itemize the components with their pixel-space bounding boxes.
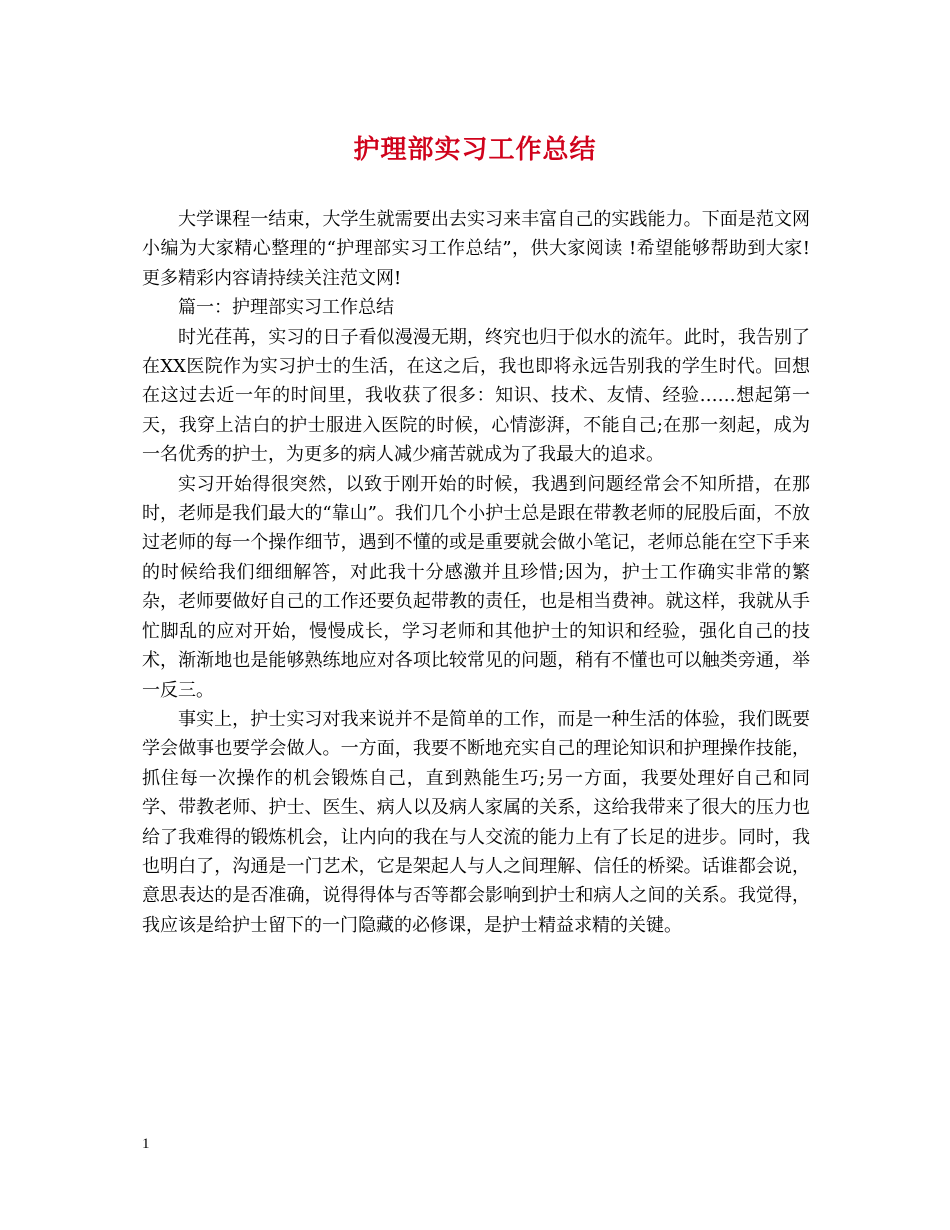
document-title: 护理部实习工作总结 — [353, 135, 597, 165]
body-paragraph-1: 时光荏苒，实习的日子看似漫漫无期，终究也归于似水的流年。此时，我告别了在XX医院作为实习护士的生活，在这之后，我也即将永远告别我的学生时代。回想在这过去近一年的时间里，我收获了很多：知识、技术、友情、经验……想起第一天，我穿上洁白的护士服进入医院的时候，心情澎湃，不能自己;在那一刻起，成为一名优秀的护士，为更多的病人减少痛苦就成为了我最大的追求。 — [142, 326, 810, 466]
intro-paragraph: 大学课程一结束，大学生就需要出去实习来丰富自己的实践能力。下面是范文网小编为大家精心整理的“护理部实习工作总结”，供大家阅读 !希望能够帮助到大家!更多精彩内容请持续关注范文网! — [142, 209, 810, 289]
page-number: 1 — [142, 1136, 150, 1152]
document-body — [142, 205, 810, 940]
section-heading: 篇一：护理部实习工作总结 — [178, 297, 394, 319]
body-paragraph-3: 事实上，护士实习对我来说并不是简单的工作，而是一种生活的体验，我们既要学会做事也要学会做人。一方面，我要不断地充实自己的理论知识和护理操作技能，抓住每一次操作的机会锻炼自己，直到熟能生巧;另一方面，我要处理好自己和同学、带教老师、护士、医生、病人以及病人家属的关系，这给我带来了很大的压力也给了我难得的锻炼机会，让内向的我在与人交流的能力上有了长足的进步。同时，我也明白了，沟通是一门艺术，它是架起人与人之间理解、信任的桥梁。话谁都会说，意思表达的是否准确，说得得体与否等都会影响到护士和病人之间的关系。我觉得，我应该是给护士留下的一门隐藏的必修课，是护士精益求精的关键。 — [142, 708, 810, 936]
body-paragraph-2: 实习开始得很突然，以致于刚开始的时候，我遇到问题经常会不知所措，在那时，老师是我们最大的“靠山”。我们几个小护士总是跟在带教老师的屁股后面，不放过老师的每一个操作细节，遇到不懂的或是重要就会做小笔记，老师总能在空下手来的时候给我们细细解答，对此我十分感激并且珍惜;因为，护士工作确实非常的繁杂，老师要做好自己的工作还要负起带教的责任，也是相当费神。就这样，我就从手忙脚乱的应对开始，慢慢成长，学习老师和其他护士的知识和经验，强化自己的技术，渐渐地也是能够熟练地应对各项比较常见的问题，稍有不懂也可以触类旁通，举一反三。 — [142, 473, 810, 701]
